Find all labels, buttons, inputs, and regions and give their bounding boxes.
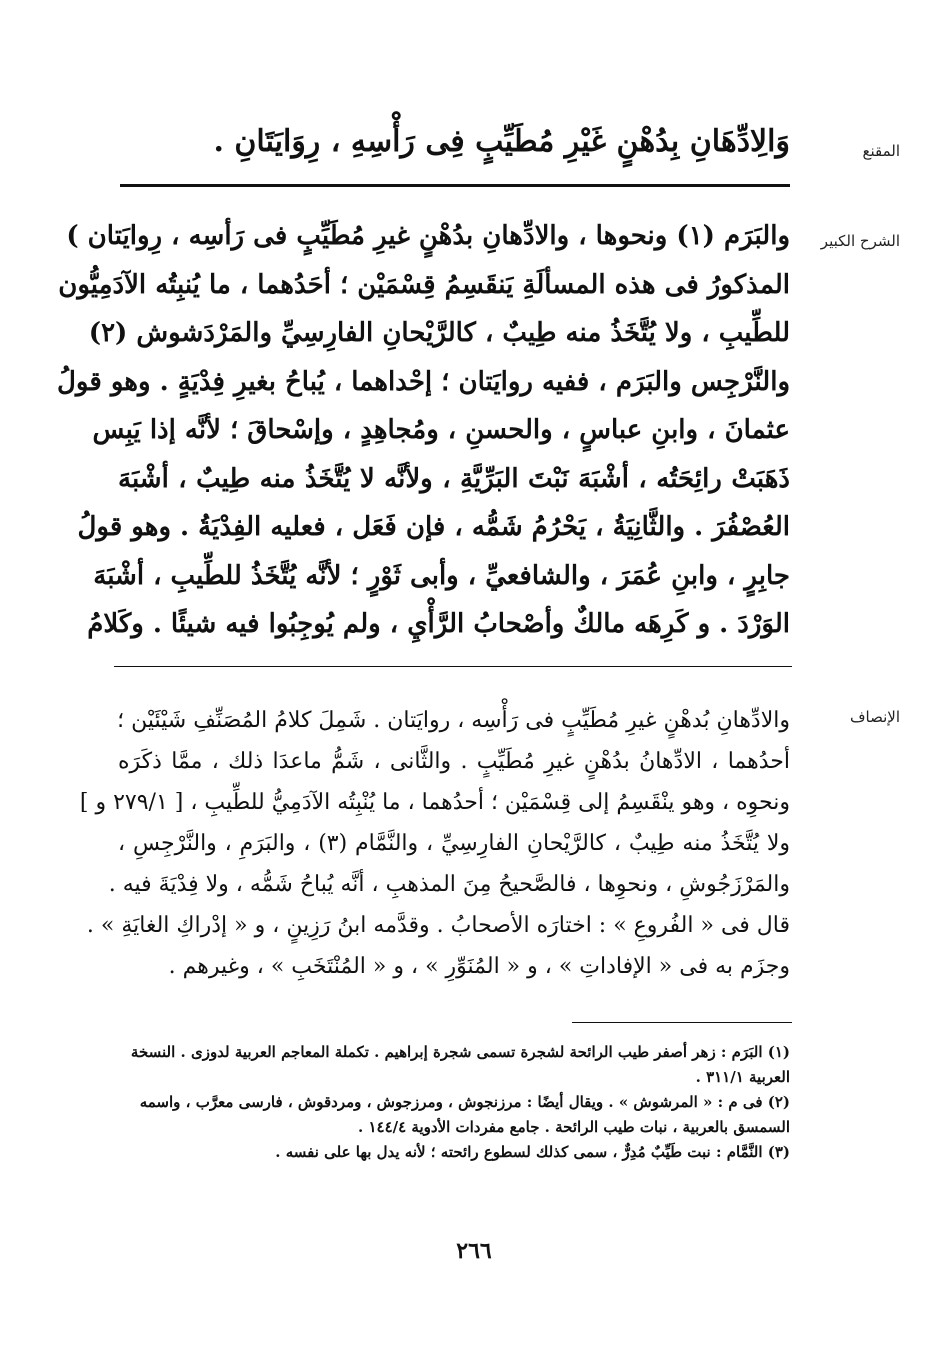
sharh-line: والبَرَم (١) ونحوها ، والادِّهانِ بدُهْنٍ غيرِ مُطَيِّبٍ فى رَأسِه ، رِوايَتان ) xyxy=(66,221,790,251)
sharh-text xyxy=(57,212,790,649)
insaf-line: ونحوِه ، وهو ينْقَسِمُ إلى قِسْمَيْن ؛ أحدُهما ، ما يُنْبِتُه الآدَمِيُّ للطِّيبِ ، [ ٢٧٩/١ و ] xyxy=(79,790,790,815)
insaf-line: وجزَم به فى « الإفاداتِ » ، و « المُنَوِّرِ » ، و « المُنْتَخَبِ » ، وغيرهم . xyxy=(168,954,790,979)
footnote: (١) البَرَم : زهر أصفر طيب الرائحة لشجرة تسمى شجرة إبراهيم . تكملة المعاجم العربية لدوزى . النسخة العربية ٣١١/١ . xyxy=(130,1043,790,1086)
section-divider-thin xyxy=(114,666,792,667)
insaf-line: والادِّهانِ بُدهْنٍ غيرِ مُطَيِّبٍ فى رَأْسِه ، روايَتان . شَمِلَ كلامُ المُصَنِّفِ شَيْئَيْن ؛ xyxy=(117,708,790,733)
insaf-line: ولا يُتَّخَذُ منه طِيبٌ ، كالرَّيْحانِ الفارِسِيِّ ، والنَّمَّام (٣) ، والبَرَمِ ، والنَّرْجِسِ ، xyxy=(118,831,790,856)
insaf-line: والمَرْزَجُوشِ ، ونحوِها ، فالصَّحيحُ مِنَ المذهبِ ، أنَّه يُباحُ شَمُّه ، ولا فِدْيَةَ فيه . xyxy=(108,872,790,897)
sharh-line: ذَهَبَتْ رائِحَتُه ، أشْبَهَ نَبْتَ البَرِّيَّةِ ، ولأنَّه لا يُتَّخَذُ منه طِيبٌ ، أشْبَهَ xyxy=(118,463,790,494)
insaf-text xyxy=(79,700,790,987)
footnote: (٢) فى م : « المرشوش » . ويقال أيضًا : مرزنجوش ، ومرزجوش ، ومردقوش ، فارسى معرَّب ، واسمه السمسق بالعربية ، نبات طيب الرائحة . جامع مفردات الأدوية ١٤٤/٤ . xyxy=(139,1093,790,1136)
footnote-divider xyxy=(572,1022,792,1023)
footnotes xyxy=(118,1040,790,1165)
muqni-text: وَالِادِّهَانِ بِدُهْنٍ غَيْرِ مُطَيِّبٍ فِى رَأْسِهِ ، رِوَايَتَانِ . xyxy=(213,124,790,159)
label-sharh: الشرح الكبير xyxy=(820,232,900,250)
page-number: ٢٦٦ xyxy=(456,1238,492,1264)
sharh-line: الوَرْدَ . و كَرِهَه مالكٌ وأصْحابُ الرَّأْيِ ، ولم يُوجِبُوا فيه شيئًا . وكَلامُ xyxy=(87,609,790,639)
footnote: (٣) النَّمَّام : نبت طَيِّبٌ مُدِرٌّ ، سمى كذلك لسطوع رائحته ؛ لأنه يدل بها على نفسه . xyxy=(275,1143,790,1161)
sharh-line: المذكورُ فى هذه المسألَةِ يَنقَسِمُ قِسْمَيْن ؛ أحَدُهما ، ما يُنبِتُه الآدَمِيُّون xyxy=(58,269,790,300)
label-muqni: المقنع xyxy=(862,142,900,160)
label-insaf: الإنصاف xyxy=(849,708,900,726)
sharh-line: جابِرٍ ، وابنِ عُمَرَ ، والشافعيِّ ، وأبى ثَوْرٍ ؛ لأنَّه يُتَّخَذُ للطِّيبِ ، أشْبَهَ xyxy=(93,560,790,591)
sharh-line: العُصْفُرَ . والثَّانِيَةُ ، يَحْرُمُ شَمُّه ، فإن فَعَل ، فعليه الفِدْيَةُ . وهو قولُ xyxy=(77,512,790,542)
sharh-line: للطِّيبِ ، ولا يُتَّخَذُ منه طِيبٌ ، كالرَّيْحانِ الفارِسِيِّ والمَرْدَشوش (٢) xyxy=(88,318,790,348)
sharh-line: والنَّرْجِس والبَرَم ، ففيه روايَتان ؛ إحْداهما ، يُباحُ بغيرِ فِدْيَةٍ . وهو قولُ xyxy=(57,366,790,397)
sharh-line: عثمانَ ، وابنِ عباسٍ ، والحسنِ ، ومُجاهِدٍ ، وإسْحاقَ ؛ لأنَّه إذا يَبِس xyxy=(92,415,790,445)
insaf-line: أحدُهما ، الادِّهانُ بدُهْنٍ غيرِ مُطَيِّبٍ . والثَّانى ، شَمُّ ماعدَا ذلك ، ممَّا ذكَرَه xyxy=(118,749,790,774)
insaf-line: قال فى « الفُروعِ » : اختارَه الأصحابُ . وقدَّمه ابنُ رَزِينٍ ، و « إدْراكِ الغايَةِ » . xyxy=(86,913,790,938)
section-divider-thick xyxy=(120,184,790,187)
